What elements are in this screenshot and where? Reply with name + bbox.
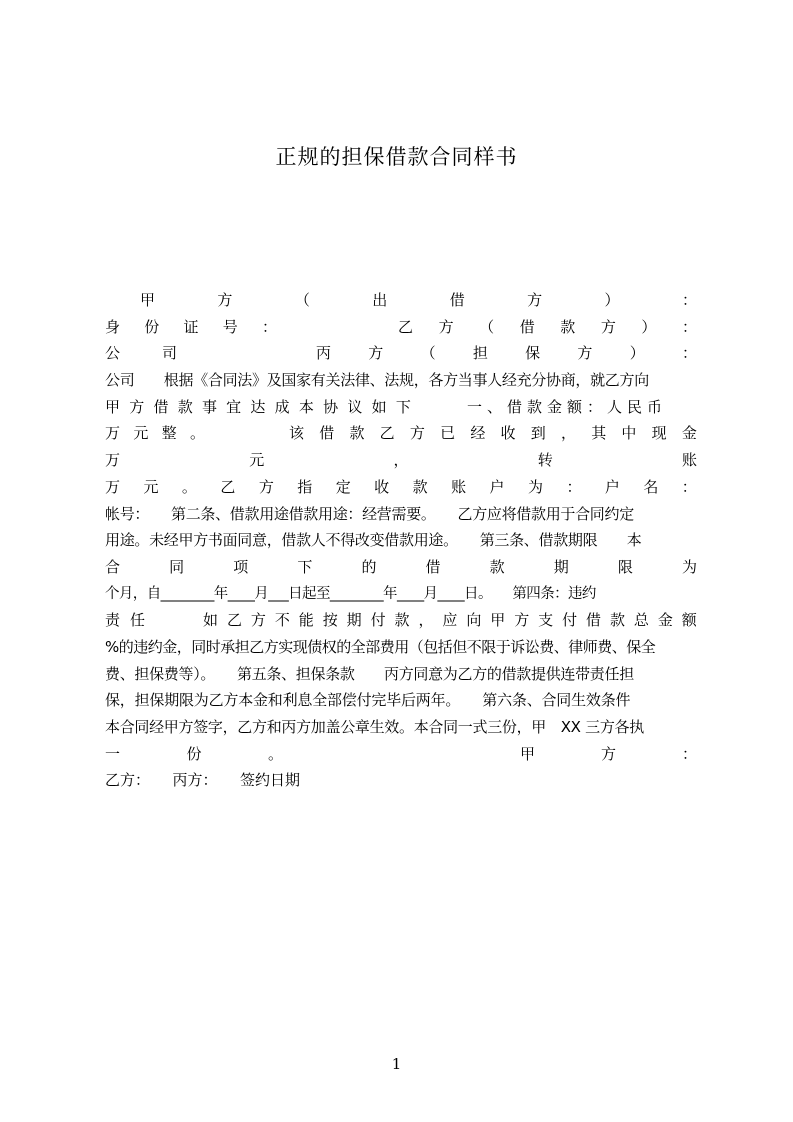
body-line: %的违约金，同时承担乙方实现债权的全部费用（包括但不限于诉讼费、律师费、保全 — [105, 637, 656, 656]
account-line — [105, 474, 697, 501]
body-text: 。 — [181, 477, 197, 496]
body-text: 份 — [186, 744, 202, 763]
body-text: 已 — [440, 424, 456, 443]
document-title: 正规的担保借款合同样书 — [275, 145, 518, 169]
body-text: 方 — [577, 344, 593, 363]
body-text: 指 — [297, 477, 313, 496]
body-text: 如 — [371, 397, 387, 416]
body-text: 能 — [298, 611, 314, 630]
body-text: 议 — [347, 397, 363, 416]
body-text: 同 — [169, 557, 185, 576]
body-text: 本 — [298, 397, 314, 416]
body-text: 为 — [527, 477, 543, 496]
body-text: 方 — [438, 317, 454, 336]
body-text: 的 — [361, 557, 377, 576]
body-text: 户 — [489, 477, 505, 496]
body-text: 事 — [201, 397, 217, 416]
body-text: 借 — [319, 424, 335, 443]
body-text: 借 — [449, 291, 465, 309]
body-text: 借 — [425, 557, 441, 576]
body-text: 收 — [500, 424, 516, 443]
body-text: 份 — [144, 317, 160, 336]
body-text: 账 — [451, 477, 467, 496]
date-range-line: 个月，自________年____月___日起至________年____月____日。 第四条：违约 — [105, 585, 596, 602]
body-line: 帐号： 第二条、借款用途借款用途：经营需要。 乙方应将借款用于合同约定 — [105, 504, 634, 523]
body-text: 方 — [600, 744, 616, 763]
company-party-c-line — [105, 340, 697, 367]
body-text: 限 — [617, 557, 633, 576]
body-text: 元 — [133, 424, 149, 443]
body-text: 方 — [527, 291, 543, 309]
body-text: 其 — [591, 424, 607, 443]
body-text: 款 — [177, 397, 193, 416]
body-text: 协 — [323, 397, 339, 416]
copies-line — [105, 741, 697, 768]
body-text: ： — [681, 291, 697, 309]
contract-body — [105, 287, 697, 794]
body-text: 借 — [519, 317, 535, 336]
body-text: 款 — [560, 317, 576, 336]
body-text: 万 — [105, 477, 121, 496]
body-text: 任 — [129, 611, 145, 630]
body-text: 方 — [217, 291, 233, 309]
body-text: 方 — [409, 424, 425, 443]
signature-line: 乙方： 丙方： 签约日期 — [105, 771, 301, 790]
body-text: 借 — [586, 611, 602, 630]
body-text: 金 — [657, 611, 673, 630]
body-text: 一、借款金额：人民币 — [467, 397, 668, 416]
body-text: 到 — [530, 424, 546, 443]
body-text: 现 — [651, 424, 667, 443]
body-text: 担 — [472, 344, 488, 363]
body-text: 方 — [368, 344, 384, 363]
body-text: （ — [420, 344, 436, 363]
body-text: 期 — [346, 611, 362, 630]
body-text: ： — [261, 317, 277, 336]
body-text: 宜 — [226, 397, 242, 416]
body-text: 转 — [537, 451, 553, 470]
body-text: 支 — [538, 611, 554, 630]
body-text: 如 — [203, 611, 219, 630]
body-line: 费、担保费等）。 第五条、担保条款 丙方同意为乙方的借款提供连带责任担 — [105, 664, 634, 683]
received-line — [105, 420, 697, 447]
body-text: 元 — [143, 477, 159, 496]
body-text: 乙 — [220, 477, 236, 496]
body-text: 万 — [105, 451, 121, 470]
body-text: 中 — [621, 424, 637, 443]
body-text: 金 — [681, 424, 697, 443]
body-text: ） — [604, 291, 620, 309]
body-text: 乙 — [379, 424, 395, 443]
body-text: 万 — [105, 424, 121, 443]
body-text: 方 — [514, 611, 530, 630]
body-text: ： — [681, 477, 697, 496]
body-text: 达 — [250, 397, 266, 416]
body-line: 公司 根据《合同法》及国家有关法律、法规，各方当事人经充分协商，就乙方向 — [105, 371, 649, 390]
body-text: 方 — [129, 397, 145, 416]
body-text: 方 — [600, 317, 616, 336]
body-text: ： — [681, 317, 697, 336]
id-party-b-line — [105, 314, 697, 341]
body-text: 应 — [442, 611, 458, 630]
body-text: 甲 — [140, 291, 156, 309]
body-text: 方 — [250, 611, 266, 630]
body-text: 不 — [274, 611, 290, 630]
body-text: ： — [681, 744, 697, 763]
body-text: 为 — [681, 557, 697, 576]
liability-line — [105, 607, 697, 634]
body-text: （ — [479, 317, 495, 336]
body-line: 保，担保期限为乙方本金和利息全部偿付完毕后两年。 第六条、合同生效条件 — [105, 691, 631, 710]
body-text: 向 — [466, 611, 482, 630]
body-text: ， — [393, 451, 409, 470]
body-text: 下 — [395, 397, 411, 416]
body-text: 款 — [394, 611, 410, 630]
body-text: 甲 — [105, 397, 121, 416]
body-text: 公 — [105, 344, 121, 363]
body-text: 户 — [604, 477, 620, 496]
body-text: 期 — [553, 557, 569, 576]
loan-amount-line — [105, 394, 697, 421]
body-text: 下 — [297, 557, 313, 576]
body-text: ， — [418, 611, 434, 630]
body-text: 款 — [609, 611, 625, 630]
body-text: 元 — [249, 451, 265, 470]
body-text: 经 — [470, 424, 486, 443]
party-a-line — [105, 287, 697, 314]
body-text: 合 — [105, 557, 121, 576]
body-text: 甲 — [520, 744, 536, 763]
body-text: 款 — [349, 424, 365, 443]
body-text: 责 — [105, 611, 121, 630]
cash-transfer-line — [105, 447, 697, 474]
body-text: 项 — [233, 557, 249, 576]
body-text: 款 — [412, 477, 428, 496]
body-text: 。 — [267, 744, 283, 763]
body-text: ： — [681, 344, 697, 363]
body-text: 证 — [183, 317, 199, 336]
body-text: 出 — [372, 291, 388, 309]
body-text: 该 — [289, 424, 305, 443]
body-text: ， — [560, 424, 576, 443]
body-text: 丙 — [316, 344, 332, 363]
body-text: 借 — [153, 397, 169, 416]
body-text: 账 — [681, 451, 697, 470]
body-text: 整 — [161, 424, 177, 443]
body-text: 方 — [258, 477, 274, 496]
body-text: 甲 — [490, 611, 506, 630]
body-text: 一 — [105, 744, 121, 763]
body-text: ） — [641, 317, 657, 336]
body-text: 定 — [335, 477, 351, 496]
page-number: 1 — [391, 1055, 402, 1073]
body-text: 乙 — [398, 317, 414, 336]
body-text: 。 — [189, 424, 205, 443]
body-text: ： — [566, 477, 582, 496]
body-text: 按 — [322, 611, 338, 630]
body-text: 身 — [105, 317, 121, 336]
body-text: 司 — [161, 344, 177, 363]
body-text: 额 — [681, 611, 697, 630]
body-text: 总 — [633, 611, 649, 630]
body-line: 用途。未经甲方书面同意，借款人不得改变借款用途。 第三条、借款期限 本 — [105, 531, 642, 550]
body-text: 名 — [643, 477, 659, 496]
body-text: 保 — [525, 344, 541, 363]
body-text: ） — [629, 344, 645, 363]
body-text: 号 — [222, 317, 238, 336]
body-text: 付 — [562, 611, 578, 630]
body-text: 款 — [489, 557, 505, 576]
body-text: 成 — [274, 397, 290, 416]
body-text: 乙 — [226, 611, 242, 630]
body-text: 付 — [370, 611, 386, 630]
loan-term-line — [105, 554, 697, 581]
body-line: 本合同经甲方签字，乙方和丙方加盖公章生效。本合同一式三份，甲 XX 三方各执 — [105, 718, 644, 736]
body-text: （ — [294, 291, 310, 309]
body-text: 收 — [374, 477, 390, 496]
